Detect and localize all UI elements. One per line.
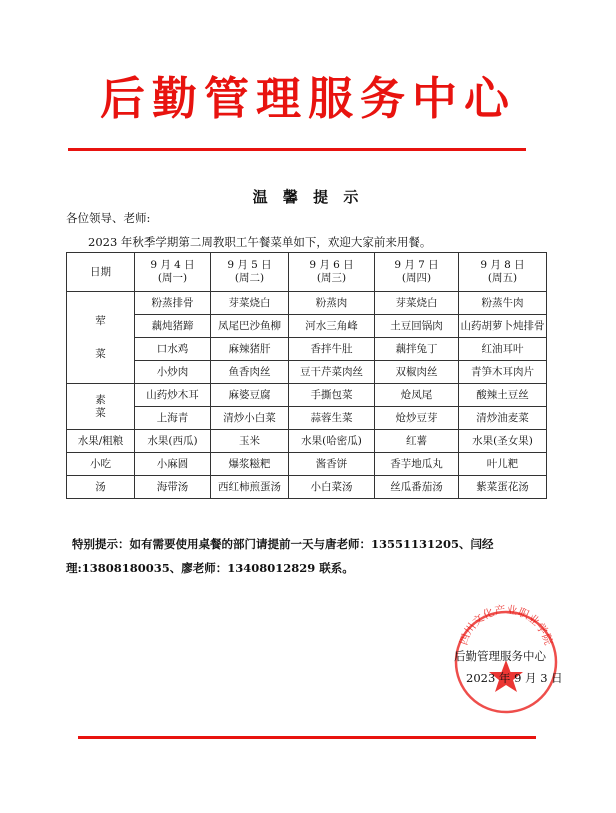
menu-cell: 芽菜烧白: [375, 292, 459, 315]
day-header: 9 月 7 日 (周四): [375, 253, 459, 292]
menu-cell: 海带汤: [135, 476, 211, 499]
menu-cell: 芽菜烧白: [211, 292, 289, 315]
snack-category-cell: 小吃: [67, 453, 135, 476]
menu-cell: 麻婆豆腐: [211, 384, 289, 407]
soup-category-cell: 汤: [67, 476, 135, 499]
menu-cell: 山药炒木耳: [135, 384, 211, 407]
table-row: [67, 407, 547, 430]
menu-cell: 炝凤尾: [375, 384, 459, 407]
table-row: [67, 453, 547, 476]
day-header: 9 月 8 日 (周五): [459, 253, 547, 292]
menu-cell: 清炒小白菜: [211, 407, 289, 430]
svg-text:四川文化产业职业学院: 四川文化产业职业学院: [456, 603, 556, 647]
menu-cell: 西红柿煎蛋汤: [211, 476, 289, 499]
menu-cell: 粉蒸排骨: [135, 292, 211, 315]
menu-cell: 鱼香肉丝: [211, 361, 289, 384]
menu-cell: 双椒肉丝: [375, 361, 459, 384]
table-row: [67, 315, 547, 338]
menu-cell: 水果(西瓜): [135, 430, 211, 453]
menu-cell: 藕拌兔丁: [375, 338, 459, 361]
menu-cell: 水果(圣女果): [459, 430, 547, 453]
menu-cell: 爆浆糍粑: [211, 453, 289, 476]
footer-divider: [78, 736, 536, 739]
table-row: [67, 292, 547, 315]
day-header: 9 月 4 日 (周一): [135, 253, 211, 292]
salutation: 各位领导、老师:: [66, 211, 151, 225]
menu-cell: 凤尾巴沙鱼柳: [211, 315, 289, 338]
signature-date: 2023 年 9 月 3 日: [466, 671, 563, 685]
day-header: 9 月 6 日 (周三): [289, 253, 375, 292]
veg-category-cell: 素 菜: [67, 384, 135, 430]
menu-cell: 山药胡萝卜炖排骨: [459, 315, 547, 338]
menu-cell: 河水三角峰: [289, 315, 375, 338]
menu-cell: 香芋地瓜丸: [375, 453, 459, 476]
menu-cell: 藕炖猪蹄: [135, 315, 211, 338]
menu-cell: 豆干芹菜肉丝: [289, 361, 375, 384]
special-note-line2: 理:13808180035、廖老师：13408012829 联系。: [66, 561, 354, 575]
menu-cell: 红油耳叶: [459, 338, 547, 361]
meat-category-cell: 荤 菜: [67, 292, 135, 384]
menu-cell: 玉米: [211, 430, 289, 453]
menu-cell: 蒜蓉生菜: [289, 407, 375, 430]
menu-cell: 口水鸡: [135, 338, 211, 361]
menu-cell: 清炒油麦菜: [459, 407, 547, 430]
menu-cell: 酱香饼: [289, 453, 375, 476]
menu-cell: 红薯: [375, 430, 459, 453]
table-row: [67, 338, 547, 361]
intro-text: 2023 年秋季学期第二周教职工午餐菜单如下，欢迎大家前来用餐。: [88, 235, 432, 249]
menu-cell: 粉蒸肉: [289, 292, 375, 315]
day-header: 9 月 5 日 (周二): [211, 253, 289, 292]
menu-cell: 上海青: [135, 407, 211, 430]
menu-cell: 水果(哈密瓜): [289, 430, 375, 453]
table-row: [67, 476, 547, 499]
menu-cell: 叶儿粑: [459, 453, 547, 476]
table-row: [67, 430, 547, 453]
special-note-line1: 特别提示：如有需要使用桌餐的部门请提前一天与唐老师：13551131205、闫经: [72, 537, 494, 551]
menu-cell: 手撕包菜: [289, 384, 375, 407]
table-row: [67, 384, 547, 407]
menu-cell: 土豆回锅肉: [375, 315, 459, 338]
menu-cell: 香拌牛肚: [289, 338, 375, 361]
table-header-row: [67, 253, 547, 292]
menu-cell: 炝炒豆芽: [375, 407, 459, 430]
header-divider: [68, 148, 526, 151]
menu-cell: 丝瓜番茄汤: [375, 476, 459, 499]
notice-title: 温 馨 提 示: [252, 188, 364, 206]
menu-table: [66, 252, 547, 499]
corner-cell: 日期: [67, 253, 135, 292]
menu-cell: 麻辣猪肝: [211, 338, 289, 361]
menu-cell: 小炒肉: [135, 361, 211, 384]
menu-cell: 青笋木耳肉片: [459, 361, 547, 384]
fruit-category-cell: 水果/粗粮: [67, 430, 135, 453]
special-note: [66, 532, 512, 580]
signature-org: 后勤管理服务中心: [454, 649, 546, 663]
header-title: 后勤管理服务中心: [99, 72, 516, 125]
table-row: [67, 361, 547, 384]
menu-cell: 紫菜蛋花汤: [459, 476, 547, 499]
menu-cell: 小麻圆: [135, 453, 211, 476]
menu-cell: 小白菜汤: [289, 476, 375, 499]
menu-cell: 粉蒸牛肉: [459, 292, 547, 315]
menu-cell: 酸辣土豆丝: [459, 384, 547, 407]
